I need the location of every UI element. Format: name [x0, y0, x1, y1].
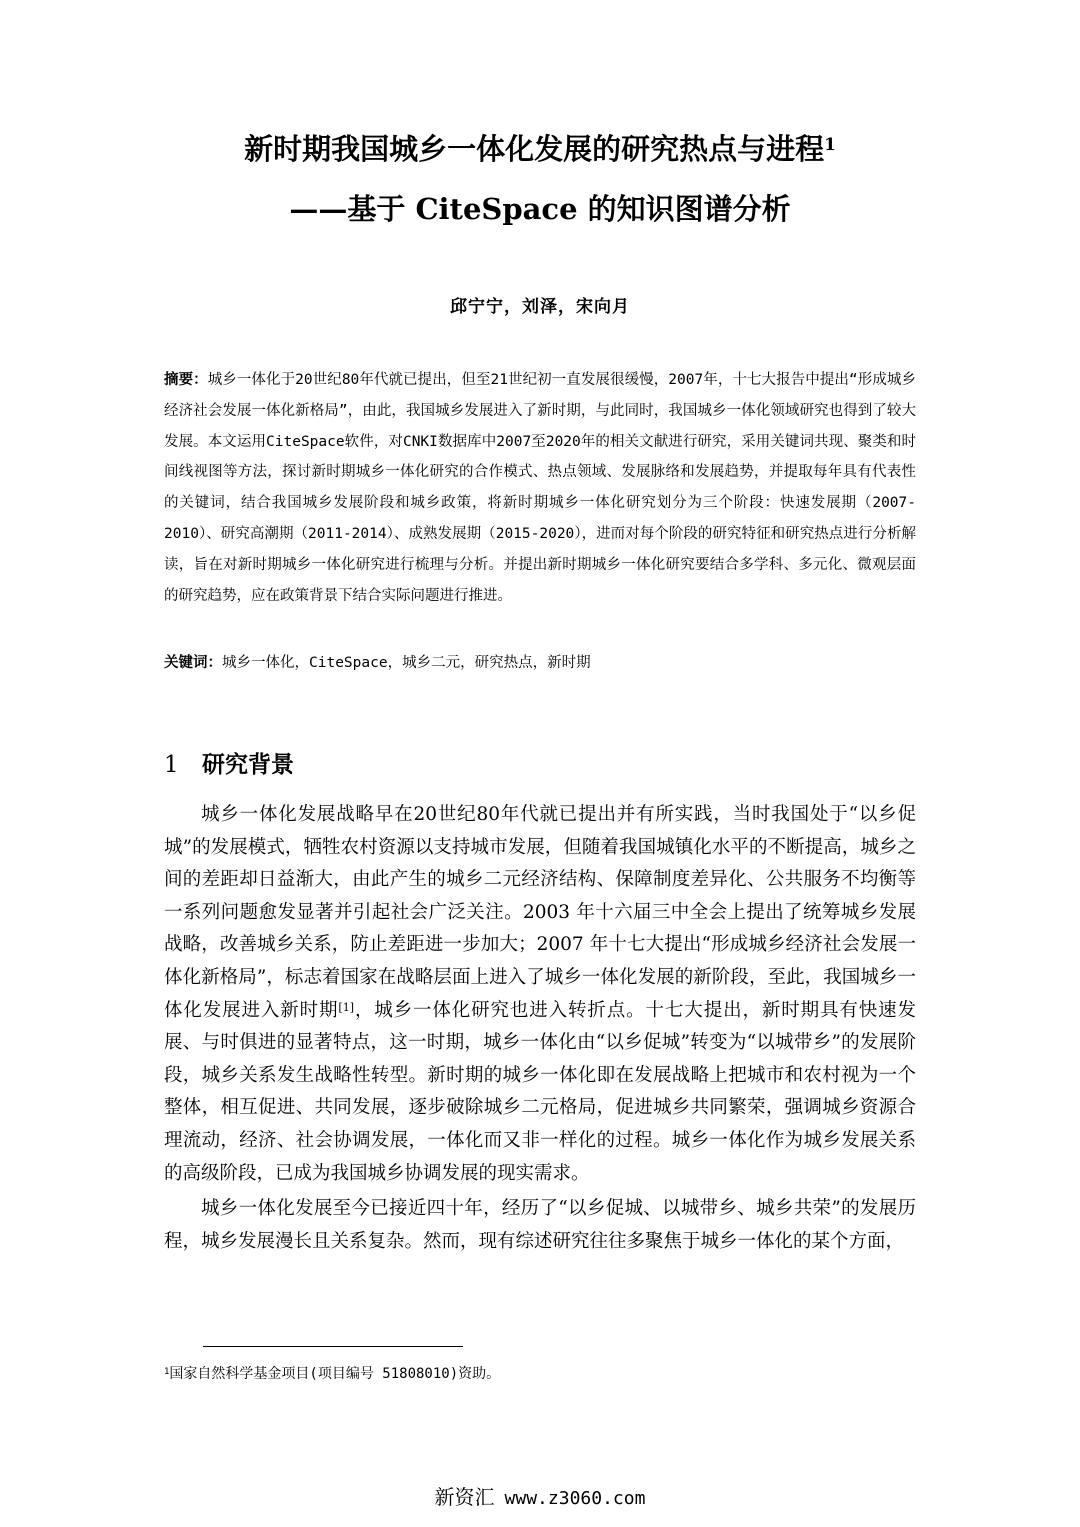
footnote-text: 国家自然科学基金项目(项目编号 51808010)资助。	[169, 1366, 501, 1382]
paragraph-2: 城乡一体化发展至今已接近四十年，经历了“以乡促城、以城带乡、城乡共荣”的发展历程，城乡发展漫长且关系复杂。然而，现有综述研究往往多聚焦于城乡一体化的某个方面，	[164, 1198, 916, 1252]
paragraph-1-part-a: 城乡一体化发展战略早在20世纪80年代就已提出并有所实践，当时我国处于“以乡促城”的发展模式，牺牲农村资源以支持城市发展，但随着我国城镇化水平的不断提高，城乡之间的差距却日益渐大，由此产生的城乡二元经济结构、保障制度差异化、公共服务不均衡等一系列问题愈发显著并引起社会广泛关注。2003 年十六届三中全会上提出了统筹城乡发展战略，改善城乡关系，防止差距进一步加大；2007 年十七大提出“形成城乡经济社会发展一体化新格局”，标志着国家在战略层面上进入了城乡一体化发展的新阶段，至此，我国城乡一体化发展进入新时期	[164, 804, 916, 1021]
keywords	[164, 648, 916, 678]
abstract-text: 城乡一体化于20世纪80年代就已提出，但至21世纪初一直发展很缓慢，2007年，十七大报告中提出“形成城乡经济社会发展一体化新格局”，由此，我国城乡发展进入了新时期，与此同时，我国城乡一体化领域研究也得到了较大发展。本文运用CiteSpace软件，对CNKI数据库中2007至2020年的相关文献进行研究，采用关键词共现、聚类和时间线视图等方法，探讨新时期城乡一体化研究的合作模式、热点领域、发展脉络和发展趋势，并提取每年具有代表性的关键词，结合我国城乡发展阶段和城乡政策，将新时期城乡一体化研究划分为三个阶段：快速发展期（2007-2010）、研究高潮期（2011-2014）、成熟发展期（2015-2020），进而对每个阶段的研究特征和研究热点进行分析解读，旨在对新时期城乡一体化研究进行梳理与分析。并提出新时期城乡一体化研究要结合多学科、多元化、微观层面的研究趋势，应在政策背景下结合实际问题进行推进。	[164, 372, 916, 604]
abstract-label: 摘要：	[164, 372, 208, 388]
section-title: 研究背景	[202, 752, 294, 778]
footnote-mark: 1	[164, 1367, 170, 1377]
paper-title	[0, 126, 1080, 172]
paragraph-1-part-b: ，城乡一体化研究也进入转折点。十七大提出，新时期具有快速发展、与时俱进的显著特点，这一时期，城乡一体化由“以乡促城”转变为“以城带乡”的发展阶段，城乡关系发生战略性转型。新时期的城乡一体化即在发展战略上把城市和农村视为一个整体，相互促进、共同发展，逐步破除城乡二元格局，促进城乡共同繁荣，强调城乡资源合理流动，经济、社会协调发展，一体化而又非一样化的过程。城乡一体化作为城乡发展关系的高级阶段，已成为我国城乡协调发展的现实需求。	[164, 999, 916, 1184]
section-number: 1	[164, 752, 179, 778]
paper-subtitle: ——基于 CiteSpace 的知识图谱分析	[289, 192, 791, 226]
watermark	[0, 1480, 1080, 1516]
watermark-url: www.z3060.com	[504, 1488, 646, 1509]
title-footnote-mark: 1	[824, 135, 836, 155]
watermark-name: 新资汇	[434, 1485, 495, 1509]
footnote-divider	[203, 1346, 463, 1347]
paragraph-1	[164, 799, 916, 1190]
keywords-text: 城乡一体化，CiteSpace，城乡二元，研究热点，新时期	[222, 655, 591, 671]
section-heading	[164, 745, 916, 785]
abstract	[164, 365, 916, 611]
footnote	[164, 1362, 916, 1386]
keywords-label: 关键词：	[164, 655, 222, 671]
author-list: 邱宁宁，刘泽，宋向月	[450, 297, 630, 317]
citation-ref: [1]	[338, 1000, 354, 1014]
body-text	[164, 799, 916, 1258]
title-main: 新时期我国城乡一体化发展的研究热点与进程	[244, 132, 825, 166]
